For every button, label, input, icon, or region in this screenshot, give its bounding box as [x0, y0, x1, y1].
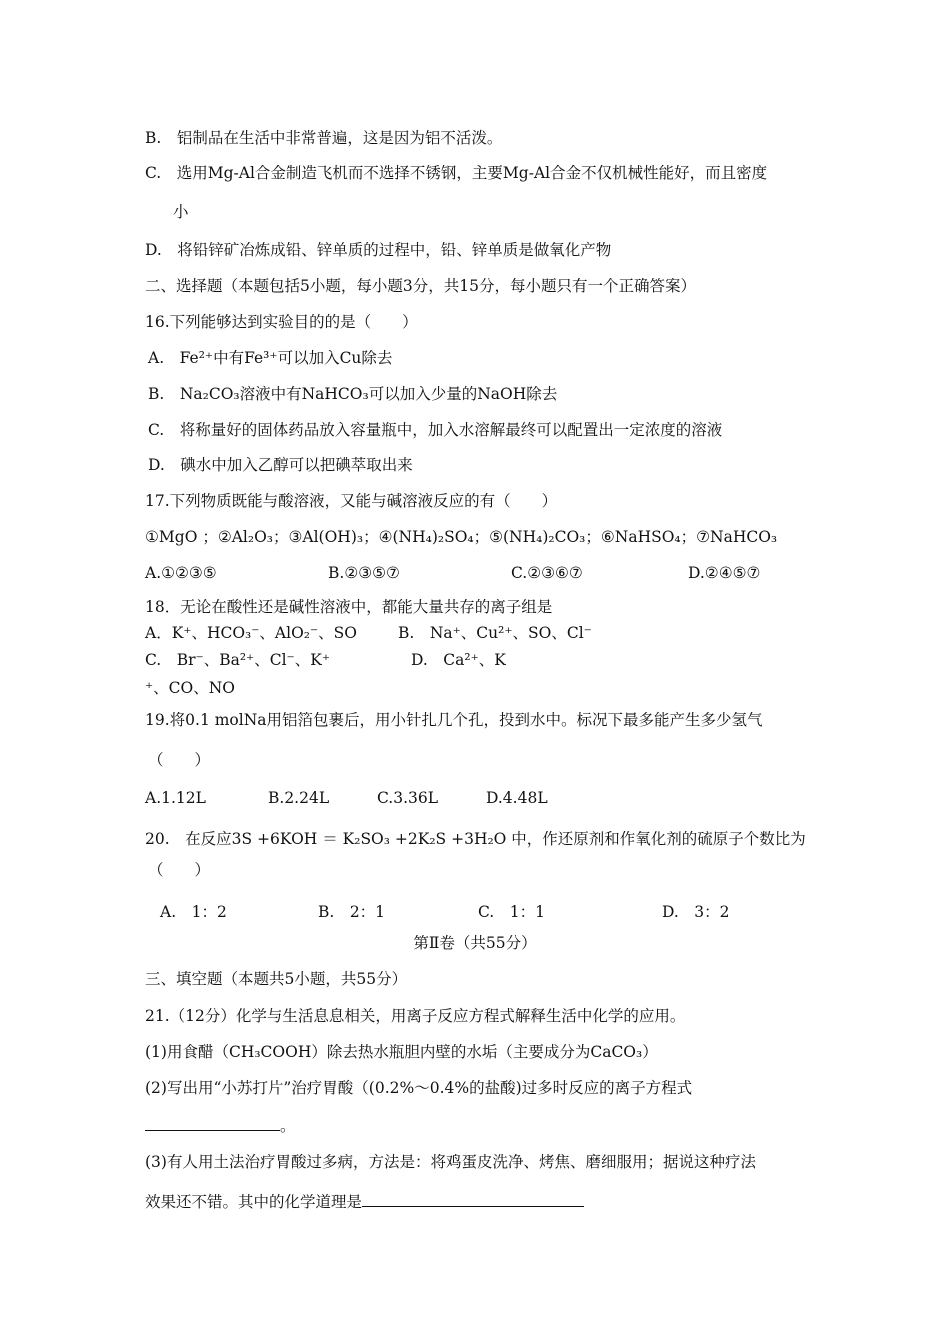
q21-part-2: (2)写出用“小苏打片”治疗胃酸（(0.2%～0.4%的盐酸)过多时反应的离子方程式	[145, 1079, 693, 1097]
q15-option-b: B. 铝制品在生活中非常普遍，这是因为铝不活泼。	[145, 129, 503, 147]
q19-answer-paren: （ ）	[148, 751, 211, 769]
q21-part-3-line1: (3)有人用土法治疗胃酸过多病，方法是：将鸡蛋皮洗净、烤焦、磨细服用；据说这种疗法	[145, 1153, 756, 1171]
q21-part-1: (1)用食醋（CH₃COOH）除去热水瓶胆内壁的水垢（主要成分为CaCO₃）	[145, 1043, 658, 1061]
section-3-heading: 三、填空题（本题共5小题，共55分）	[145, 970, 408, 988]
q18-option-b: B. Na⁺、Cu²⁺、SO、Cl⁻	[398, 624, 592, 642]
q21-part-3-line2	[145, 1192, 584, 1212]
q20-option-c: C. 1：1	[478, 903, 545, 921]
section-2-heading: 二、选择题（本题包括5小题，每小题3分，共15分，每小题只有一个正确答案）	[145, 277, 696, 295]
q21-part-3-text: 效果还不错。其中的化学道理是	[145, 1193, 363, 1211]
q16-stem: 16.下列能够达到实验目的的是（ ）	[145, 313, 418, 331]
q16-option-a: A. Fe²⁺中有Fe³⁺可以加入Cu除去	[148, 349, 393, 367]
answer-blank[interactable]	[145, 1116, 280, 1131]
q20-option-b: B. 2：1	[318, 903, 386, 921]
q19-option-b: B.2.24L	[268, 789, 330, 807]
q20-option-d: D. 3：2	[662, 903, 730, 921]
q15-option-d: D. 将铅锌矿冶炼成铅、锌单质的过程中，铅、锌单质是做氧化产物	[145, 241, 612, 259]
q16-option-d: D. 碘水中加入乙醇可以把碘萃取出来	[148, 456, 413, 474]
q19-option-a: A.1.12L	[145, 789, 206, 807]
q19-stem: 19.将0.1 molNa用铝箔包裹后，用小针扎几个孔，投到水中。标况下最多能产生多少氢气	[145, 711, 763, 729]
q19-option-c: C.3.36L	[377, 789, 439, 807]
q17-stem: 17.下列物质既能与酸溶液，又能与碱溶液反应的有（ ）	[145, 492, 558, 510]
q16-option-c: C. 将称量好的固体药品放入容量瓶中，加入水溶解最终可以配置出一定浓度的溶液	[148, 421, 723, 439]
q15-option-c-line1: C. 选用Mg-Al合金制造飞机而不选择不锈钢，主要Mg-Al合金不仅机械性能好，而且密度	[145, 164, 768, 182]
q20-option-a: A. 1：2	[160, 903, 227, 921]
answer-blank[interactable]	[362, 1192, 584, 1207]
q17-option-a: A.①②③⑤	[145, 564, 217, 582]
q20-answer-paren: （ ）	[148, 861, 211, 879]
q18-option-a: A．K⁺、HCO₃⁻、AlO₂⁻、SO	[145, 624, 358, 642]
q19-option-d: D.4.48L	[486, 789, 548, 807]
q18-option-c: C. Br⁻、Ba²⁺、Cl⁻、K⁺	[145, 651, 331, 669]
q21-part-2-answer-line[interactable]	[145, 1116, 296, 1136]
q17-option-d: D.②④⑤⑦	[688, 564, 761, 582]
q16-option-b: B. Na₂CO₃溶液中有NaHCO₃可以加入少量的NaOH除去	[148, 385, 558, 403]
q17-option-c: C.②③⑥⑦	[511, 564, 583, 582]
q18-option-d: D. Ca²⁺、K	[411, 651, 506, 669]
q17-substance-list: ①MgO ；②Al₂O₃；③Al(OH)₃；④(NH₄)₂SO₄；⑤(NH₄)₂CO₃；⑥NaHSO₄；⑦NaHCO₃	[145, 528, 778, 546]
q21-stem: 21.（12分）化学与生活息息相关，用离子反应方程式解释生活中化学的应用。	[145, 1007, 686, 1025]
q15-option-c-line2: 小	[173, 203, 189, 221]
part-2-title: 第Ⅱ卷（共55分）	[413, 934, 537, 952]
q17-option-b: B.②③⑤⑦	[328, 564, 400, 582]
period: 。	[280, 1117, 296, 1135]
q20-stem: 20. 在反应3S +6KOH ＝ K₂SO₃ +2K₂S +3H₂O 中，作还原剂和作氧化剂的硫原子个数比为	[145, 830, 806, 848]
q18-option-d-continued: ⁺、CO、NO	[145, 679, 236, 697]
q18-stem: 18．无论在酸性还是碱性溶液中，都能大量共存的离子组是	[145, 598, 553, 616]
